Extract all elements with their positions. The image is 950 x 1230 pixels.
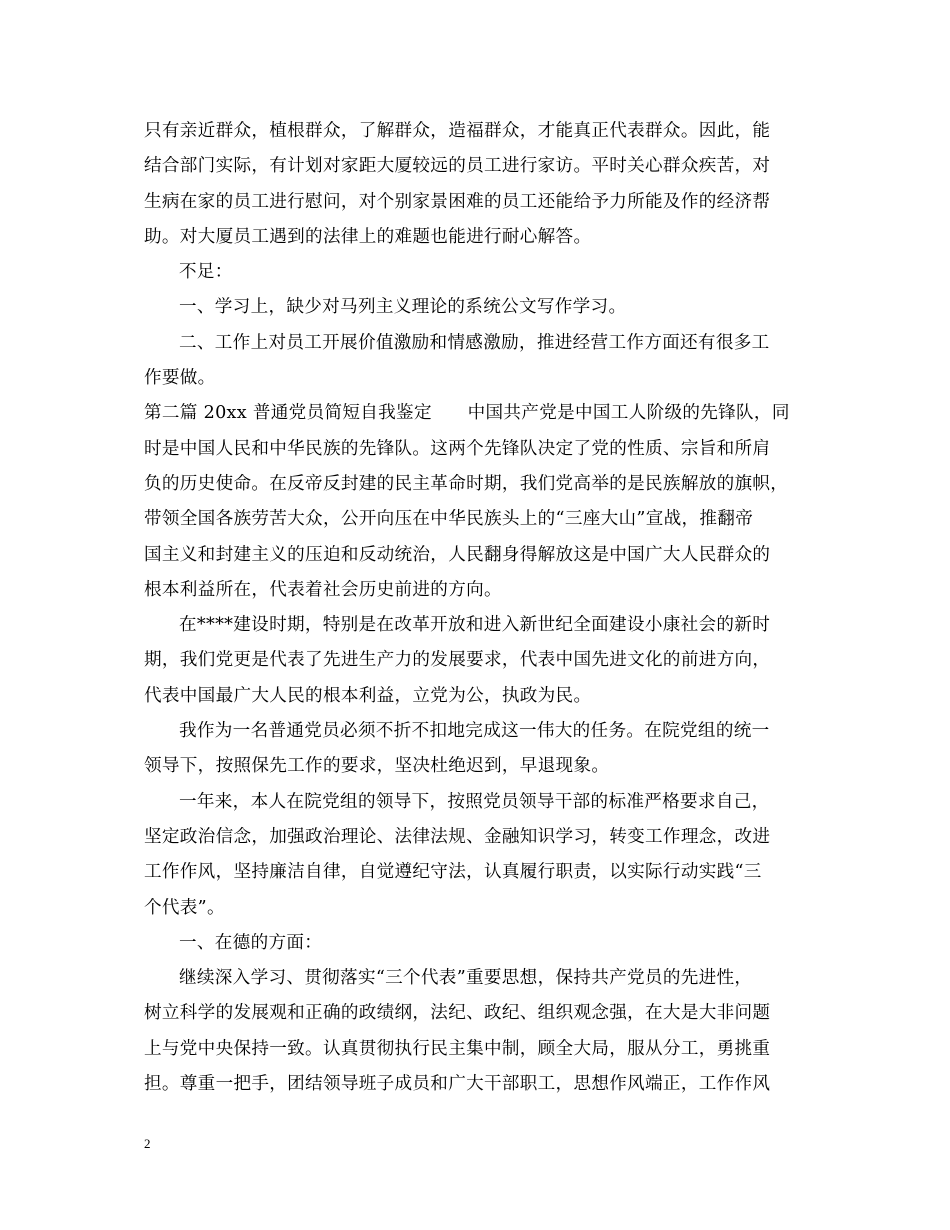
text-line: 担。尊重一把手，团结领导班子成员和广大干部职工，思想作风端正，工作作风	[144, 1074, 771, 1095]
text-line: 二、工作上对员工开展价值激励和情感激励，推进经营工作方面还有很多工	[179, 332, 770, 353]
text-line: 国主义和封建主义的压迫和反动统治，人民翻身得解放这是中国广大人民群众的	[144, 544, 771, 565]
text-line: 第二篇 20xx 普通党员简短自我鉴定 中国共产党是中国工人阶级的先锋队，同	[144, 403, 790, 424]
text-line: 只有亲近群众，植根群众，了解群众，造福群众，才能真正代表群众。因此，能	[144, 121, 771, 141]
text-line: 上与党中央保持一致。认真贯彻执行民主集中制，顾全大局，服从分工，勇挑重	[144, 1038, 771, 1059]
text-line: 在****建设时期，特别是在改革开放和进入新世纪全面建设小康社会的新时	[179, 615, 771, 636]
text-line: 根本利益所在，代表着社会历史前进的方向。	[144, 579, 502, 600]
text-line: 树立科学的发展观和正确的政绩纲，法纪、政纪、组织观念强，在大是大非问题	[144, 1003, 771, 1024]
text-line: 坚定政治信念，加强政治理论、法律法规、金融知识学习，转变工作理念，改进	[144, 826, 771, 847]
document-body	[144, 114, 824, 1102]
text-line: 期，我们党更是代表了先进生产力的发展要求，代表中国先进文化的前进方向，	[144, 650, 771, 671]
text-line: 结合部门实际，有计划对家距大厦较远的员工进行家访。平时关心群众疾苦，对	[144, 156, 771, 177]
text-line: 生病在家的员工进行慰问，对个别家景困难的员工还能给予力所能及作的经济帮	[144, 191, 771, 212]
text-line: 负的历史使命。在反帝反封建的民主革命时期，我们党高举的是民族解放的旗帜，	[144, 473, 789, 494]
text-line: 继续深入学习、贯彻落实“三个代表”重要思想，保持共产党员的先进性，	[179, 968, 753, 989]
text-line: 个代表”。	[144, 897, 225, 918]
text-line: 一、学习上，缺少对马列主义理论的系统公文写作学习。	[179, 297, 627, 318]
text-line: 助。对大厦员工遇到的法律上的难题也能进行耐心解答。	[144, 226, 592, 247]
text-line: 时是中国人民和中华民族的先锋队。这两个先锋队决定了党的性质、宗旨和所肩	[144, 438, 771, 459]
text-line: 领导下，按照保先工作的要求，坚决杜绝迟到，早退现象。	[144, 756, 610, 777]
text-line: 一、在德的方面：	[179, 932, 323, 953]
text-line: 带领全国各族劳苦大众，公开向压在中华民族头上的“三座大山”宣战，推翻帝	[144, 509, 754, 530]
text-line: 不足：	[179, 262, 233, 283]
text-line: 一年来，本人在院党组的领导下，按照党员领导干部的标准严格要求自己，	[179, 791, 770, 812]
text-line: 工作作风，坚持廉洁自律，自觉遵纪守法，认真履行职责，以实际行动实践“三	[144, 862, 762, 883]
text-line: 代表中国最广大人民的根本利益，立党为公，执政为民。	[144, 685, 592, 706]
page-number: 2	[144, 1136, 151, 1151]
text-line: 我作为一名普通党员必须不折不扣地完成这一伟大的任务。在院党组的统一	[179, 721, 770, 742]
text-line: 作要做。	[144, 368, 216, 389]
